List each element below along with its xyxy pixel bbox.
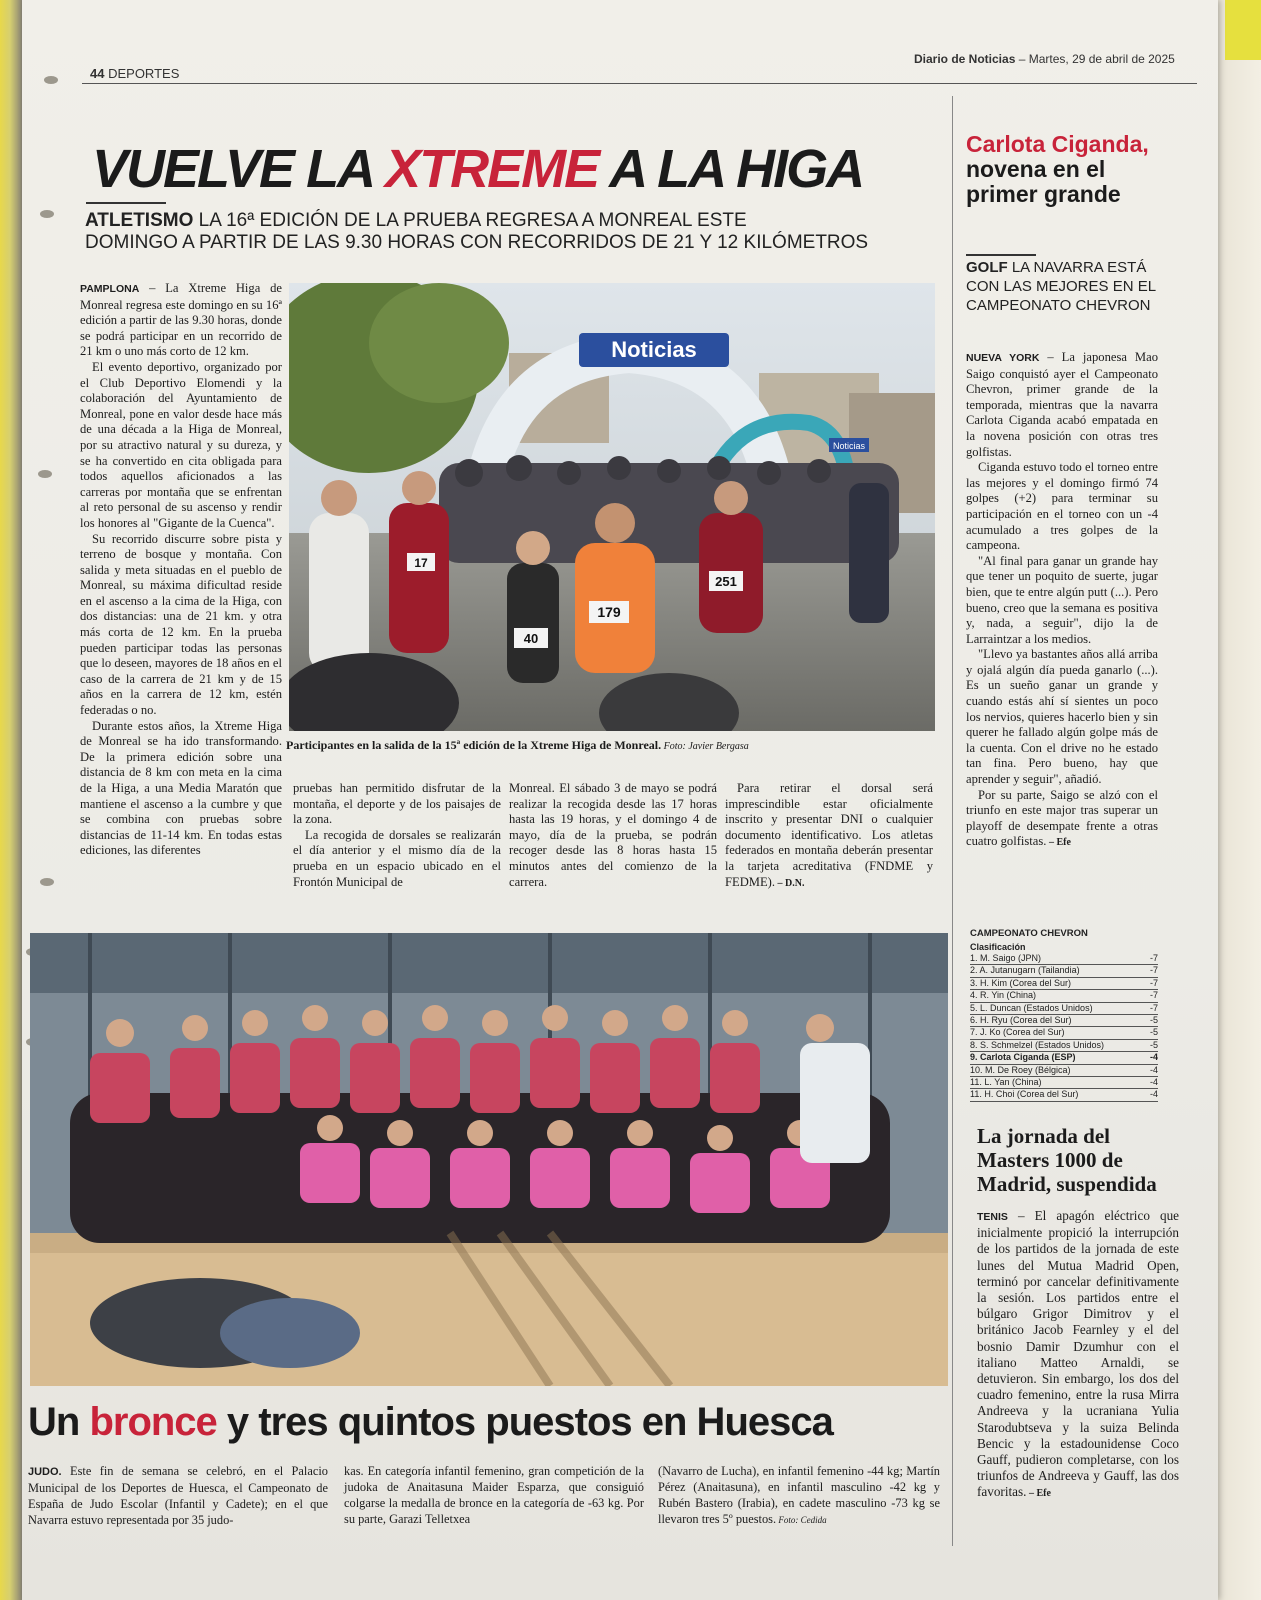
- player-name: 5. L. Duncan (Estados Unidos): [970, 1002, 1093, 1013]
- column-divider: [952, 96, 953, 1546]
- standings-row: [970, 1052, 1158, 1064]
- standings-row: [970, 1015, 1158, 1027]
- judo-tag: JUDO.: [28, 1466, 62, 1478]
- player-name: 1. M. Saigo (JPN): [970, 953, 1042, 963]
- bib-number: 251: [715, 574, 737, 589]
- standings-row: [970, 1089, 1158, 1101]
- standings-row: [970, 1003, 1158, 1015]
- golf-headline: Carlota Ciganda, novena en el primer grande: [966, 131, 1149, 207]
- main-headline: VUELVE LA XTREME A LA HIGA: [92, 139, 864, 199]
- player-name: 3. H. Kim (Corea del Sur): [970, 977, 1072, 988]
- table-subtitle: Clasificación: [970, 942, 1026, 952]
- main-subheadline: ATLETISMO LA 16ª EDICIÓN DE LA PRUEBA REGRESA A MONREAL ESTE DOMINGO A PARTIR DE LAS 9.30 HORAS CON RECORRIDOS DE 21 Y 12 KILÓMETROS: [85, 210, 869, 253]
- tennis-headline: La jornada del Masters 1000 de Madrid, suspendida: [977, 1124, 1157, 1196]
- player-name: 2. A. Jutanugarn (Tailandia): [970, 965, 1080, 976]
- page-edge-left: [0, 0, 22, 1600]
- player-score: -4: [1149, 1064, 1158, 1075]
- player-name: 6. H. Ryu (Corea del Sur): [970, 1014, 1072, 1025]
- newspaper-page: [22, 0, 1218, 1600]
- page-header-left: [90, 66, 179, 81]
- standings-row: [970, 1077, 1158, 1089]
- player-score: -7: [1149, 990, 1158, 1001]
- author-sign: – D.N.: [775, 877, 805, 889]
- tennis-article: TENIS – El apagón eléctrico que inicialmente propició la interrupción de los partidos de la jornada de este lunes del Mutua Madrid Open, terminó por cancelar definitivamente la sesión. Los partidos entre el búlgaro Grigor Dimitrov y el británico Jacob Fearnley y el del bosnio Damir Dzumhur con el italiano Matteo Arnaldi, se detuvieron. Sin embargo, los dos del cuadro femenino, entre la rusa Mirra Andreeva y la ucraniana Yulia Starodubtseva y la suiza Belinda Bencic y la estadounidense Coco Gauff, pudieron completarse, con los triunfos de Andreeva y Gauff, las dos favoritas. – Efe: [977, 1208, 1180, 1500]
- standings-row: [970, 1027, 1158, 1039]
- arch-side-text: Noticias: [832, 441, 866, 451]
- bib-number: 179: [597, 604, 621, 620]
- tennis-tag: TENIS: [977, 1211, 1008, 1223]
- standings-row: [970, 978, 1158, 990]
- player-name: 8. S. Schmelzel (Estados Unidos): [970, 1039, 1105, 1050]
- player-score: -7: [1149, 965, 1158, 976]
- article-column-2: pruebas han permitido disfrutar de la montaña, el deporte y de los paisajes de la zona. La recogida de dorsales se realizarán el día anterior y el mismo día de la prueba en un espacio ubicado en el Frontón Municipal de: [293, 781, 501, 889]
- judo-column-2: kas. En categoría infantil femenino, gran competición de la judoka de Anaitasuna Maider Esparza, que consiguió colgarse la medalla de bronce en la categoría de -63 kg. Por su parte, Garazi Telletxea: [344, 1464, 644, 1526]
- article-column-1: PAMPLONA – La Xtreme Higa de Monreal regresa este domingo en su 16ª edición a partir de las 9.30 horas, donde se podrá participar en un recorrido de 21 km o uno más corto de 12 km. El evento deportivo, organizado por el Club Deportivo Elomendi y la colaboración del Ayuntamiento de Monreal, pone en valor desde hace más de una década a la Higa de Monreal, por su atractivo natural y su dureza, y se ha convertido en cita obligada para todos aquellos aficionados a las carreras por montaña que se enfrentan al reto personal de su ascenso y rendir los honores al "Gigante de la Cuenca". Su recorrido discurre sobre pista y terreno de bosque y montaña. Con salida y meta situadas en el pueblo de Monreal, su máxima dificultad reside en el ascenso a la cima de la Higa, con dos distancias: una de 21 km. y otra más corta de 12 km. En la prueba pueden participar todas las personas que lo deseen, mayores de 18 años en el caso de la carrera de 21 km y de 15 años en la carrera de 12 km, estén federadas o no. Durante estos años, la Xtreme Higa de Monreal se ha ido transformando. De la primera edición sobre una distancia de 8 km con meta en la cima de la Higa, a una Media Maratón que mantiene el ascenso a la cumbre y que se combina con pruebas sobre distancias de 11-14 km. En todas estas ediciones, las diferentes: [80, 281, 282, 858]
- player-score: -5: [1149, 1027, 1158, 1038]
- table-title: CAMPEONATO CHEVRON: [970, 928, 1088, 939]
- standings-list: [970, 953, 1158, 1102]
- player-score: -7: [1149, 977, 1158, 988]
- paper-name: Diario de Noticias: [914, 52, 1016, 66]
- bib-number: 40: [523, 631, 539, 646]
- player-score: -4: [1149, 1052, 1158, 1063]
- photo-credit: Foto: Javier Bergasa: [661, 741, 749, 752]
- judo-column-1: JUDO. Este fin de semana se celebró, en el Palacio Municipal de los Deportes de Huesca, el Campeonato de España de Judo Escolar (Infantil y Cadete); en el que Navarra estuvo representada por 35 judo-: [28, 1464, 328, 1527]
- golf-subheadline: GOLF LA NAVARRA ESTÁ CON LAS MEJORES EN EL CAMPEONATO CHEVRON: [966, 259, 1156, 314]
- dateline: PAMPLONA: [80, 283, 140, 295]
- player-score: -7: [1149, 953, 1158, 963]
- section-name: DEPORTES: [108, 66, 180, 81]
- judo-team-photo: [30, 933, 948, 1386]
- player-name: 7. J. Ko (Corea del Sur): [970, 1027, 1065, 1038]
- judo-photo-credit: Foto: Cedida: [776, 1515, 827, 1525]
- standings-row: [970, 1065, 1158, 1077]
- bib-number: 17: [414, 556, 428, 570]
- player-score: -4: [1149, 1089, 1158, 1100]
- golf-standings-table: [970, 928, 1158, 1102]
- player-score: -4: [1149, 1076, 1158, 1087]
- article-column-3: Monreal. El sábado 3 de mayo se podrá realizar la recogida desde las 17 horas hasta las 19 horas, y el domingo 4 de mayo, día de la prueba, se podrán recoger desde las 8 horas hasta 15 minutos antes del comienzo de la carrera.: [509, 781, 717, 889]
- judo-headline: Un bronce y tres quintos puestos en Huesca: [28, 1400, 833, 1444]
- arch-banner-text: Noticias: [611, 337, 697, 362]
- judo-column-3: (Navarro de Lucha), en infantil femenino -44 kg; Martín Pérez (Anaitasuna), en infantil masculino -42 kg y Rubén Bastero (Irabia), en cadete masculino -73 kg se llevaron tres 5º puestos. Foto: Cedida: [658, 1464, 940, 1526]
- page-number: 44: [90, 66, 105, 81]
- issue-date: – Martes, 29 de abril de 2025: [1018, 52, 1175, 66]
- player-score: -7: [1149, 1002, 1158, 1013]
- photo-caption: Participantes en la salida de la 15ª edición de la Xtreme Higa de Monreal. Foto: Javier Bergasa: [286, 738, 749, 752]
- standings-row: [970, 953, 1158, 965]
- player-score: -5: [1149, 1039, 1158, 1050]
- page-header-right: [914, 52, 1175, 66]
- standings-row: [970, 965, 1158, 977]
- golf-dateline: NUEVA YORK: [966, 352, 1040, 364]
- header-rule: [82, 83, 1197, 84]
- subhead-rule: [86, 202, 166, 204]
- player-name: 11. L. Yan (China): [970, 1076, 1042, 1087]
- player-score: -5: [1149, 1014, 1158, 1025]
- player-name: 11. H. Choi (Corea del Sur): [970, 1089, 1079, 1100]
- standings-row: [970, 990, 1158, 1002]
- standings-row: [970, 1040, 1158, 1052]
- race-start-photo: [289, 283, 935, 731]
- golf-rule: [966, 254, 1036, 256]
- player-name: 10. M. De Roey (Bélgica): [970, 1064, 1071, 1075]
- article-column-4: Para retirar el dorsal será imprescindible estar oficialmente inscrito y presentar DNI o cualquier documento identificativo. Los atletas federados en montaña deberán presentar la tarjeta acreditativa (FNDME y FEDME). – D.N.: [725, 781, 933, 889]
- golf-article: NUEVA YORK – La japonesa Mao Saigo conquistó ayer el Campeonato Chevron, primer grande de la temporada, mientras que la navarra Carlota Ciganda acabó empatada en la novena posición con otras tres golfistas. Ciganda estuvo todo el torneo entre las mejores y el domingo firmó 74 golpes (+2) para terminar su participación en el torneo con un -4 acumulado a tres golpes de la campeona. "Al final para ganar un grande hay que tener un poquito de suerte, jugar bien, que te entre algún putt (...). Pero bueno, creo que la semana es positiva y, nada, a seguir", dijo la de Larraintzar a los medios. "Llevo ya bastantes años allá arriba y ojalá algún día pueda ganarlo (...). Es un sueño ganar un grande y cuando estás ahí sí sientes un poco los nervios, quieres hacerlo bien y sin querer he fallado algún golpe más de la cuenta. Con el drive no he estado tan fina. Pero bueno, hay que aprender y seguir", añadió. Por su parte, Saigo se alzó con el triunfo en este major tras superar un playoff de desempate frente a otras cuatro golfistas. – Efe: [966, 350, 1158, 849]
- player-name: 4. R. Yin (China): [970, 990, 1037, 1001]
- player-name: 9. Carlota Ciganda (ESP): [970, 1052, 1076, 1063]
